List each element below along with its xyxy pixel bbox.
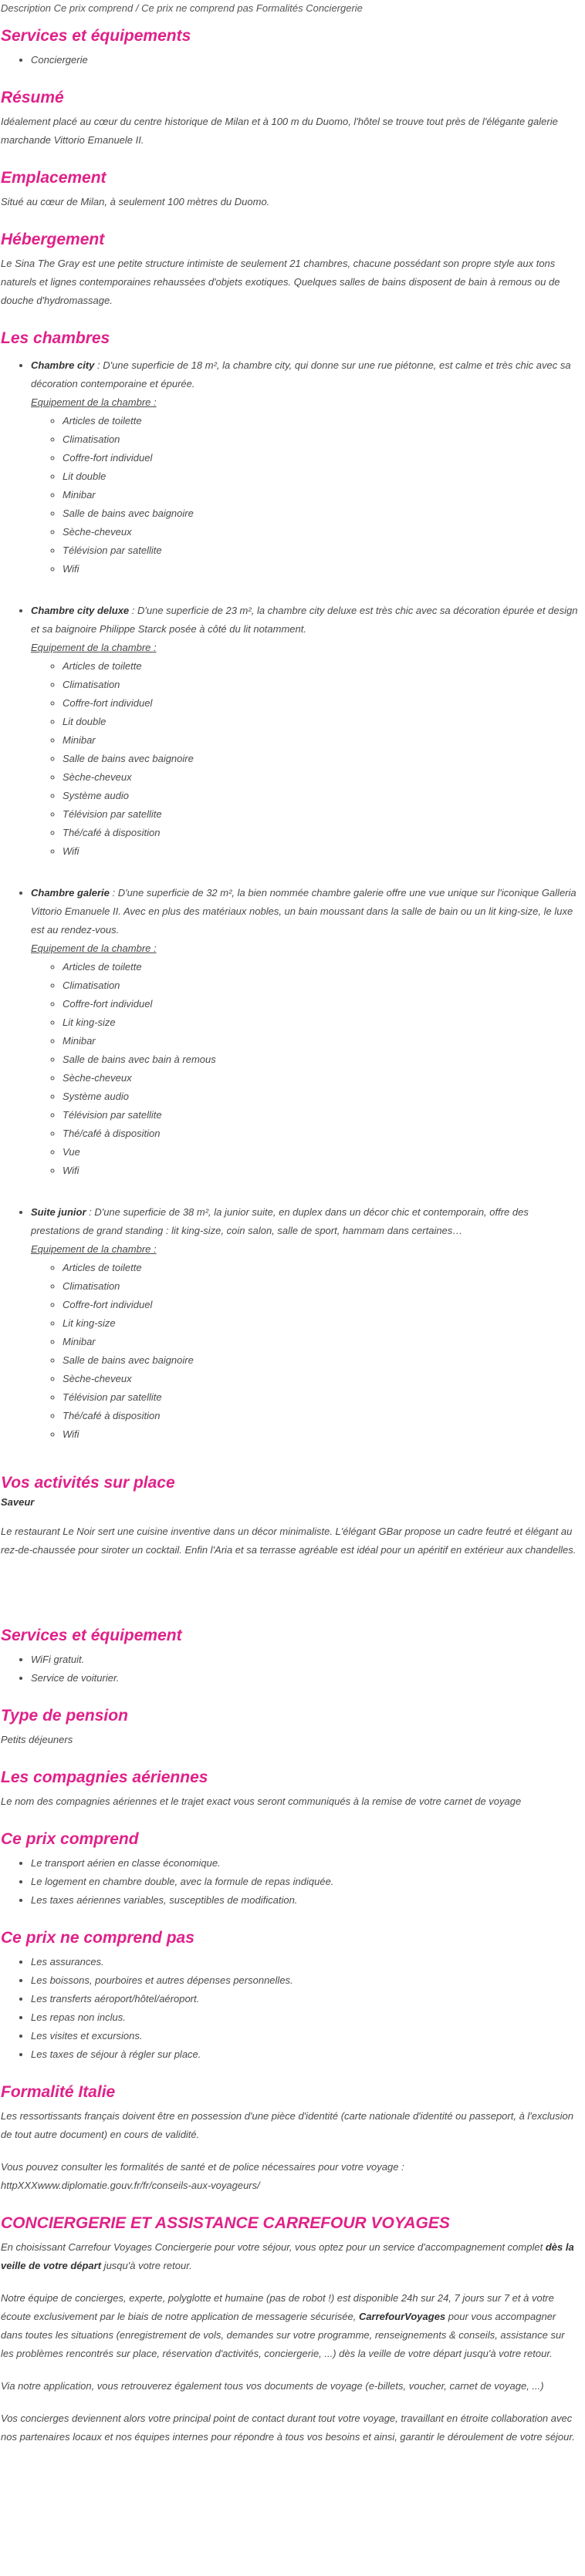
- conciergerie-p2-bold: CarrefourVoyages: [358, 2311, 446, 2322]
- compagnies-title: Les compagnies aériennes: [1, 1768, 208, 1786]
- ne-comprend-item: • Les assurances.: [31, 1953, 580, 1971]
- equip-item: ◦ Climatisation: [63, 1277, 580, 1296]
- compagnies-text: Le nom des compagnies aériennes et le trajet exact vous seront communiqués à la remise de votre carnet de voyage: [1, 1795, 522, 1807]
- room-equip-title: Equipement de la chambre :: [31, 1243, 157, 1255]
- equip-item: ◦ Thé/café à disposition: [63, 1407, 580, 1425]
- equip-item: ◦ Salle de bains avec bain à remous: [63, 1050, 580, 1069]
- room-desc: : D'une superficie de 32 m², la bien nommée chambre galerie offre une vue unique sur l'iconique Galleria Vittorio Emanuele II. Avec en plus des matériaux nobles, un bain moussant dans la salle de bain ou un lit king-size, le luxe est au rendez-vous.: [31, 887, 577, 936]
- formalite-title: Formalité Italie: [1, 2083, 116, 2101]
- equip-item: ◦ Télévision par satellite: [63, 541, 580, 560]
- ne-comprend-list: [1, 1953, 580, 2064]
- equip-item: ◦ Wifi: [63, 560, 580, 578]
- equip-item: ◦ Télévision par satellite: [63, 1106, 580, 1124]
- emplacement-text: Situé au cœur de Milan, à seulement 100 mètres du Duomo.: [1, 196, 270, 207]
- comprend-item: • Le logement en chambre double, avec la formule de repas indiquée.: [31, 1873, 580, 1891]
- conciergerie-p1-end: jusqu'à votre retour.: [101, 2260, 192, 2271]
- equip-item: ◦ Salle de bains avec baignoire: [63, 750, 580, 768]
- equip-item: ◦ Lit king-size: [63, 1314, 580, 1333]
- ne-comprend-item: • Les boissons, pourboires et autres dépenses personnelles.: [31, 1971, 580, 1990]
- room-name: Chambre city deluxe: [31, 605, 130, 616]
- conciergerie-title: CONCIERGERIE ET ASSISTANCE CARREFOUR VOYAGES: [1, 2214, 450, 2232]
- formalite-text-1: Les ressortissants français doivent être en possession d'une pièce d'identité (carte nationale d'identité ou passeport, à l'exclusion de tout autre document) en cours de validité.: [1, 2110, 573, 2140]
- equip-item: ◦ Wifi: [63, 1425, 580, 1444]
- services-bottom-title: Services et équipement: [1, 1627, 182, 1644]
- equip-item: ◦ Thé/café à disposition: [63, 824, 580, 842]
- equip-item: ◦ Articles de toilette: [63, 1259, 580, 1277]
- room-desc: : D'une superficie de 38 m², la junior suite, en duplex dans un décor chic et contemporain, offre des prestations de grand standing : lit king-size, coin salon, salle de sport, hammam dans certaines…: [31, 1206, 529, 1236]
- room-desc: : D'une superficie de 18 m², la chambre city, qui donne sur une rue piétonne, est calme et très chic avec sa décoration contemporaine et épurée.: [31, 359, 571, 389]
- services-top-item: • Conciergerie: [31, 51, 580, 69]
- ne-comprend-item: • Les visites et excursions.: [31, 2027, 580, 2045]
- equip-item: ◦ Coffre-fort individuel: [63, 449, 580, 467]
- room-equip-list: [31, 412, 580, 578]
- conciergerie-p4: Vos concierges deviennent alors votre principal point de contact durant tout votre voyage, travaillant en étroite collaboration avec nos partenaires locaux et nos équipes internes pour répondre à tous vos besoins et ainsi, garantir le déroulement de votre séjour.: [1, 2412, 575, 2443]
- equip-item: ◦ Wifi: [63, 842, 580, 861]
- services-bottom-item: • WiFi gratuit.: [31, 1650, 580, 1669]
- room-name: Chambre city: [31, 359, 95, 371]
- resume-title: Résumé: [1, 89, 64, 106]
- conciergerie-p2-text: Notre équipe de concierges, experte, polyglotte et humaine (pas de robot !) est disponible 24h sur 24, 7 jours sur 7 et à votre écoute exclusivement par le biais de notre application de messagerie sécurisée,: [1, 2292, 554, 2322]
- equip-item: ◦ Lit double: [63, 713, 580, 731]
- room-equip-title: Equipement de la chambre :: [31, 396, 157, 408]
- conciergerie-p2: [1, 2289, 580, 2363]
- room-desc: : D'une superficie de 23 m², la chambre city deluxe est très chic avec sa décoration épurée et design et sa baignoire Philippe Starck posée à côté du lit notamment.: [31, 605, 578, 635]
- activites-title: Vos activités sur place: [1, 1474, 175, 1492]
- equip-item: ◦ Climatisation: [63, 676, 580, 694]
- comprend-item: • Le transport aérien en classe économique.: [31, 1854, 580, 1873]
- resume-text: Idéalement placé au cœur du centre historique de Milan et à 100 m du Duomo, l'hôtel se trouve tout près de l'élégante galerie marchande Vittorio Emanuele II.: [1, 116, 558, 146]
- room-equip-list: [31, 1259, 580, 1444]
- room-equip-list: [31, 657, 580, 861]
- room-name: Chambre galerie: [31, 887, 110, 899]
- chambres-title: Les chambres: [1, 329, 110, 347]
- hebergement-text: Le Sina The Gray est une petite structure intimiste de seulement 21 chambres, chacune possédant son propre style aux tons naturels et lignes contemporaines rehaussées d'objets exotiques. Quelques salles de bains disposent de bain à remous ou de douche d'hydromassage.: [1, 258, 560, 306]
- activites-subtitle: Saveur: [1, 1496, 35, 1508]
- equip-item: ◦ Sèche-cheveux: [63, 523, 580, 541]
- equip-item: ◦ Salle de bains avec baignoire: [63, 1351, 580, 1370]
- comprend-title: Ce prix comprend: [1, 1830, 139, 1848]
- ne-comprend-item: • Les taxes de séjour à régler sur place.: [31, 2045, 580, 2064]
- conciergerie-p1: [1, 2238, 580, 2275]
- section-spacer: [1, 1573, 580, 1607]
- pension-title: Type de pension: [1, 1707, 128, 1725]
- ne-comprend-item: • Les transferts aéroport/hôtel/aéroport.: [31, 1990, 580, 2008]
- conciergerie-p1-text: En choisissant Carrefour Voyages Conciergerie pour votre séjour, vous optez pour un service d'accompagnement complet: [1, 2241, 546, 2253]
- equip-item: ◦ Coffre-fort individuel: [63, 1296, 580, 1314]
- equip-item: ◦ Sèche-cheveux: [63, 1069, 580, 1087]
- room-equip-list: [31, 958, 580, 1180]
- equip-item: ◦ Articles de toilette: [63, 657, 580, 676]
- equip-item: ◦ Télévision par satellite: [63, 1388, 580, 1407]
- rooms-list: [1, 356, 580, 1444]
- equip-item: ◦ Thé/café à disposition: [63, 1124, 580, 1143]
- emplacement-title: Emplacement: [1, 169, 107, 187]
- room-item: [31, 356, 580, 578]
- breadcrumb: Description Ce prix comprend / Ce prix ne comprend pas Formalités Conciergerie: [1, 2, 363, 14]
- equip-item: ◦ Lit king-size: [63, 1013, 580, 1032]
- equip-item: ◦ Système audio: [63, 1087, 580, 1106]
- ne-comprend-title: Ce prix ne comprend pas: [1, 1929, 194, 1947]
- equip-item: ◦ Coffre-fort individuel: [63, 694, 580, 713]
- room-item: [31, 1203, 580, 1444]
- equip-item: ◦ Système audio: [63, 787, 580, 805]
- room-item: [31, 884, 580, 1180]
- services-bottom-item: • Service de voiturier.: [31, 1669, 580, 1688]
- equip-item: ◦ Vue: [63, 1143, 580, 1162]
- formalite-text-2: Vous pouvez consulter les formalités de santé et de police nécessaires pour votre voyage : httpXXXwww.diplomatie.gouv.fr/fr/conseils-aux-voyageurs/: [1, 2161, 404, 2191]
- equip-item: ◦ Wifi: [63, 1162, 580, 1180]
- conciergerie-p2-end: pour vous accompagner dans toutes les situations (enregistrement de vols, demandes sur votre programme, renseignements & conseils, assistance sur les problèmes rencontrés sur place, réservation d'activités, conciergerie, ...) dès la veille de votre départ jusqu'à votre retour.: [1, 2311, 565, 2359]
- activites-text: Le restaurant Le Noir sert une cuisine inventive dans un décor minimaliste. L'élégant GBar propose un cadre feutré et élégant au rez-de-chaussée pour siroter un cocktail. Enfin l'Aria et sa terrasse agréable est idéal pour un apéritif en extérieur aux chandelles.: [1, 1526, 577, 1556]
- pension-text: Petits déjeuners: [1, 1734, 73, 1745]
- equip-item: ◦ Télévision par satellite: [63, 805, 580, 824]
- services-top-title: Services et équipements: [1, 27, 191, 45]
- services-top-list: [1, 51, 580, 69]
- equip-item: ◦ Minibar: [63, 1333, 580, 1351]
- equip-item: ◦ Lit double: [63, 467, 580, 486]
- comprend-list: [1, 1854, 580, 1910]
- equip-item: ◦ Articles de toilette: [63, 958, 580, 976]
- equip-item: ◦ Minibar: [63, 486, 580, 504]
- comprend-item: • Les taxes aériennes variables, susceptibles de modification.: [31, 1891, 580, 1910]
- equip-item: ◦ Climatisation: [63, 976, 580, 995]
- equip-item: ◦ Sèche-cheveux: [63, 768, 580, 787]
- conciergerie-p3: Via notre application, vous retrouverez également tous vos documents de voyage (e-billets, voucher, carnet de voyage, ...): [1, 2380, 544, 2392]
- room-equip-title: Equipement de la chambre :: [31, 642, 157, 653]
- equip-item: ◦ Coffre-fort individuel: [63, 995, 580, 1013]
- room-equip-title: Equipement de la chambre :: [31, 942, 157, 954]
- ne-comprend-item: • Les repas non inclus.: [31, 2008, 580, 2027]
- equip-item: ◦ Salle de bains avec baignoire: [63, 504, 580, 523]
- room-name: Suite junior: [31, 1206, 86, 1218]
- hebergement-title: Hébergement: [1, 231, 105, 248]
- equip-item: ◦ Minibar: [63, 731, 580, 750]
- conciergerie-p1-bold: dès la veille de votre départ: [1, 2241, 574, 2271]
- equip-item: ◦ Sèche-cheveux: [63, 1370, 580, 1388]
- equip-item: ◦ Climatisation: [63, 430, 580, 449]
- room-item: [31, 602, 580, 861]
- equip-item: ◦ Articles de toilette: [63, 412, 580, 430]
- services-bottom-list: [1, 1650, 580, 1688]
- equip-item: ◦ Minibar: [63, 1032, 580, 1050]
